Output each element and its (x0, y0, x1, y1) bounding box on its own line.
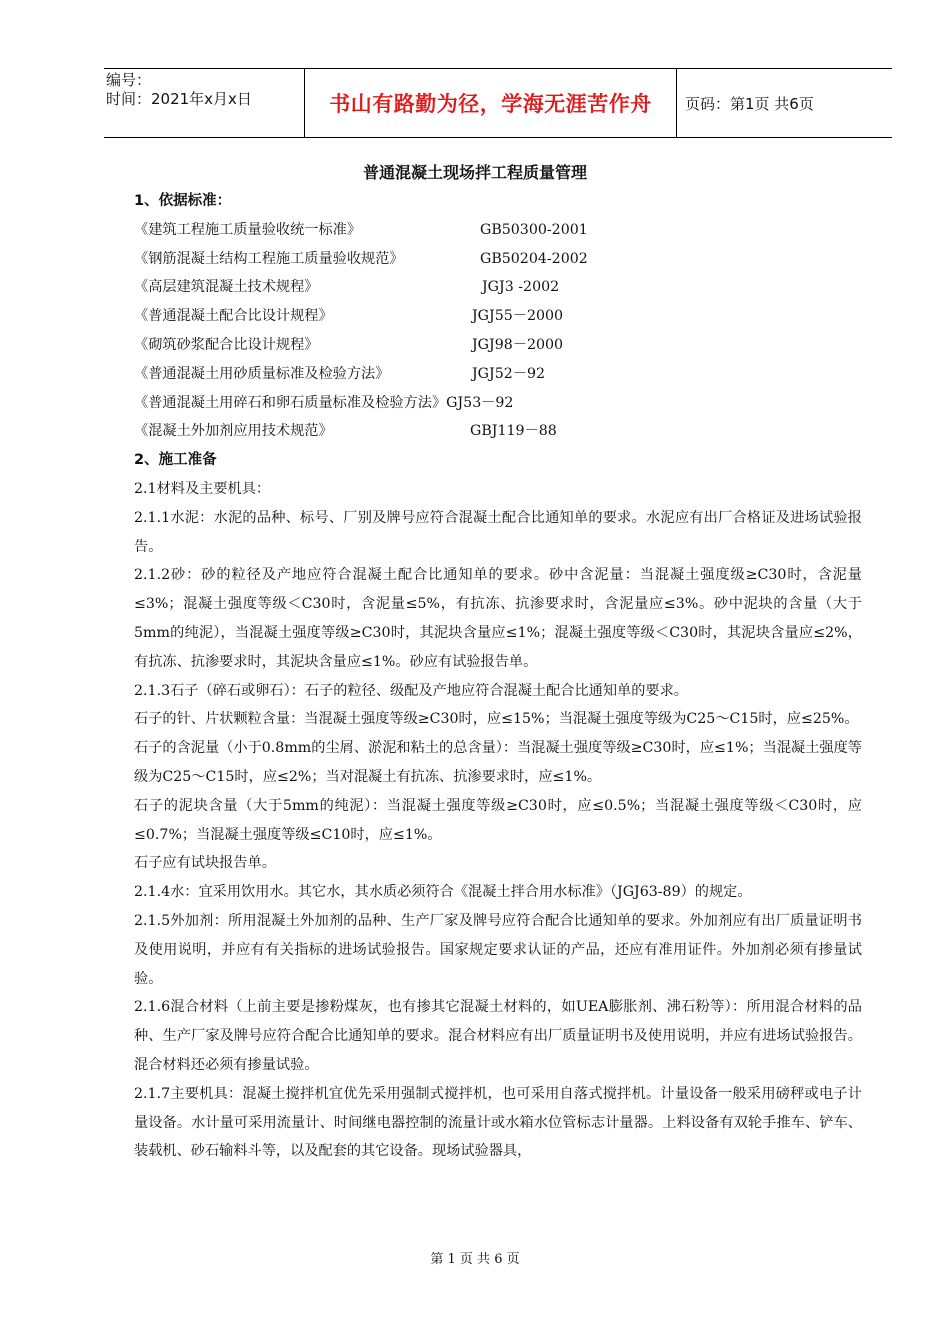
standard-name: 《建筑工程施工质量验收统一标准》 (134, 221, 362, 238)
section-heading-1: 1、依据标准： (134, 193, 232, 209)
standard-code: JGJ52－92 (472, 365, 546, 382)
standard-item (134, 245, 862, 274)
body-paragraph: 石子的针、片状颗粒含量：当混凝土强度等级≥C30时，应≤15%；当混凝土强度等级为C25～C15时，应≤25%。 (134, 711, 859, 728)
standard-name: 《砌筑砂浆配合比设计规程》 (134, 336, 319, 353)
body-paragraph: 2.1.2砂：砂的粒径及产地应符合混凝土配合比通知单的要求。砂中含泥量：当混凝土强度级≥C30时，含泥量≤3%；混凝土强度等级＜C30时，含泥量≤5%，有抗冻、抗渗要求时，含泥量应≤3%。砂中泥块的含量（大于5mm的纯泥），当混凝土强度等级≥C30时，其泥块含量应≤1%；混凝土强度等级＜C30时，其泥块含量应≤2%，有抗冻、抗渗要求时，其泥块含量应≤1%。砂应有试验报告单。 (134, 567, 862, 670)
body-paragraph: 2.1.6混合材料（上前主要是掺粉煤灰，也有掺其它混凝土材料的，如UEA膨胀剂、沸石粉等）：所用混合材料的品种、生产厂家及牌号应符合配合比通知单的要求。混合材料应有出厂质量证明书及使用说明，并应有进场试验报告。混合材料还必须有掺量试验。 (134, 999, 862, 1073)
standard-item (134, 417, 862, 446)
standard-name: 《高层建筑混凝土技术规程》 (134, 279, 319, 296)
time-label: 时间：2021年x月x日 (106, 90, 252, 108)
body-paragraph: 2.1.3石子（碎石或卵石）：石子的粒径、级配及产地应符合混凝土配合比通知单的要求。 (134, 682, 688, 699)
page-footer: 第 1 页 共 6 页 (430, 1252, 520, 1267)
body-paragraph: 石子的泥块含量（大于5mm的纯泥）：当混凝土强度等级≥C30时，应≤0.5%；当混凝土强度等级＜C30时，应≤0.7%；当混凝土强度等级≤C10时，应≤1%。 (134, 797, 862, 843)
body-paragraph: 2.1材料及主要机具： (134, 480, 271, 497)
standard-code: JGJ3 -2002 (482, 279, 560, 296)
body-paragraph: 石子的含泥量（小于0.8mm的尘屑、淤泥和粘土的总含量）：当混凝土强度等级≥C30时，应≤1%；当混凝土强度等级为C25～C15时，应≤2%；当对混凝土有抗冻、抗渗要求时，应≤1%。 (134, 740, 862, 785)
standard-code: GB50300-2001 (480, 221, 588, 238)
header-motto: 书山有路勤为径，学海无涯苦作舟 (304, 69, 677, 137)
standard-code: GBJ119－88 (470, 423, 557, 440)
standard-name: 《普通混凝土用碎石和卵石质量标准及检验方法》 (134, 394, 447, 411)
section-heading-2: 2、施工准备 (134, 452, 217, 469)
header-page-info: 页码：第1页 共6页 (685, 94, 814, 113)
document-header (104, 68, 892, 138)
standard-code: JGJ55－2000 (472, 308, 564, 325)
standard-item (134, 273, 862, 302)
standard-item (134, 302, 862, 331)
standards-list (134, 216, 862, 446)
standard-code: GB50204-2002 (480, 250, 588, 267)
standard-name: 《混凝土外加剂应用技术规范》 (134, 423, 333, 440)
section-2-paragraphs (134, 475, 862, 1166)
standard-name: 《普通混凝土配合比设计规程》 (134, 308, 333, 325)
number-label: 编号： (106, 71, 152, 89)
standard-code: GJ53－92 (446, 394, 514, 411)
body-paragraph: 2.1.7主要机具：混凝土搅拌机宜优先采用强制式搅拌机，也可采用自落式搅拌机。计量设备一般采用磅秤或电子计量设备。水计量可采用流量计、时间继电器控制的流量计或水箱水位管标志计量器。上料设备有双轮手推车、铲车、装载机、砂石输料斗等，以及配套的其它设备。现场试验器具， (134, 1085, 862, 1160)
document-body (134, 187, 862, 1166)
document-title: 普通混凝土现场拌工程质量管理 (362, 163, 587, 182)
standard-item (134, 360, 862, 389)
standard-item (134, 216, 862, 245)
standard-name: 《普通混凝土用砂质量标准及检验方法》 (134, 365, 390, 382)
standard-name: 《钢筋混凝土结构工程施工质量验收规范》 (134, 250, 404, 267)
standard-item (134, 331, 862, 360)
body-paragraph: 2.1.1水泥：水泥的品种、标号、厂别及牌号应符合混凝土配合比通知单的要求。水泥应有出厂合格证及进场试验报告。 (134, 509, 862, 555)
body-paragraph: 2.1.5外加剂：所用混凝土外加剂的品种、生产厂家及牌号应符合配合比通知单的要求。外加剂应有出厂质量证明书及使用说明，并应有有关指标的进场试验报告。国家规定要求认证的产品，还应有准用证件。外加剂必须有掺量试验。 (134, 912, 862, 987)
body-paragraph: 2.1.4水：宜采用饮用水。其它水，其水质必须符合《混凝土拌合用水标准》（JGJ63-89）的规定。 (134, 884, 752, 901)
standard-item (134, 389, 862, 418)
body-paragraph: 石子应有试块报告单。 (134, 855, 276, 872)
header-meta (104, 69, 304, 137)
standard-code: JGJ98－2000 (472, 336, 564, 353)
